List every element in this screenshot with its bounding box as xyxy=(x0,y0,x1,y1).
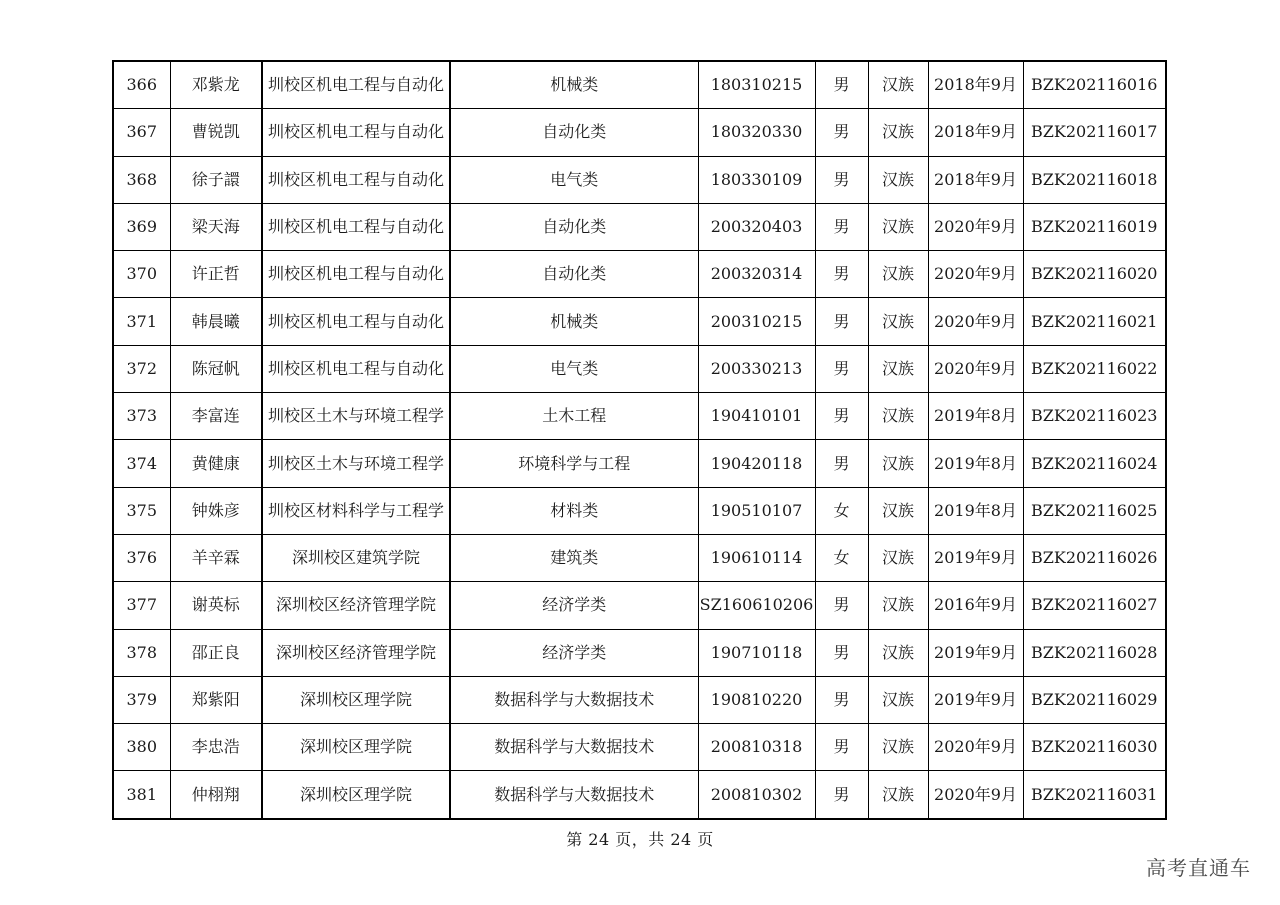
cell-name: 李忠浩 xyxy=(170,724,262,771)
cell-gender: 男 xyxy=(815,440,868,487)
cell-certificate-number: BZK202116018 xyxy=(1023,156,1166,203)
cell-certificate-number: BZK202116019 xyxy=(1023,203,1166,250)
cell-number: 373 xyxy=(113,393,170,440)
cell-major: 经济学类 xyxy=(450,629,698,676)
cell-student-id: 200810302 xyxy=(698,771,815,819)
cell-number: 368 xyxy=(113,156,170,203)
cell-ethnicity: 汉族 xyxy=(868,582,928,629)
cell-major: 机械类 xyxy=(450,298,698,345)
table-row xyxy=(113,393,1166,440)
table-row xyxy=(113,109,1166,156)
cell-enroll-date: 2019年9月 xyxy=(928,629,1023,676)
cell-number: 370 xyxy=(113,251,170,298)
cell-number: 374 xyxy=(113,440,170,487)
cell-major: 数据科学与大数据技术 xyxy=(450,724,698,771)
cell-number: 367 xyxy=(113,109,170,156)
cell-enroll-date: 2019年9月 xyxy=(928,534,1023,581)
cell-enroll-date: 2019年8月 xyxy=(928,393,1023,440)
cell-ethnicity: 汉族 xyxy=(868,109,928,156)
cell-college: 圳校区机电工程与自动化 xyxy=(262,251,450,298)
cell-number: 379 xyxy=(113,676,170,723)
cell-student-id: 190810220 xyxy=(698,676,815,723)
cell-ethnicity: 汉族 xyxy=(868,156,928,203)
cell-student-id: 200310215 xyxy=(698,298,815,345)
cell-ethnicity: 汉族 xyxy=(868,298,928,345)
table-row xyxy=(113,156,1166,203)
cell-enroll-date: 2020年9月 xyxy=(928,771,1023,819)
cell-number: 376 xyxy=(113,534,170,581)
table-row xyxy=(113,534,1166,581)
cell-major: 经济学类 xyxy=(450,582,698,629)
cell-enroll-date: 2019年9月 xyxy=(928,676,1023,723)
cell-certificate-number: BZK202116022 xyxy=(1023,345,1166,392)
cell-gender: 男 xyxy=(815,345,868,392)
cell-gender: 男 xyxy=(815,582,868,629)
cell-gender: 男 xyxy=(815,724,868,771)
cell-gender: 男 xyxy=(815,251,868,298)
cell-major: 自动化类 xyxy=(450,203,698,250)
cell-major: 环境科学与工程 xyxy=(450,440,698,487)
cell-college: 圳校区机电工程与自动化 xyxy=(262,109,450,156)
cell-certificate-number: BZK202116031 xyxy=(1023,771,1166,819)
cell-number: 372 xyxy=(113,345,170,392)
cell-name: 陈冠帆 xyxy=(170,345,262,392)
table-row xyxy=(113,61,1166,109)
watermark-logo-text: 高考直通车 xyxy=(1146,856,1251,880)
cell-enroll-date: 2016年9月 xyxy=(928,582,1023,629)
table-row xyxy=(113,629,1166,676)
cell-name: 邓紫龙 xyxy=(170,61,262,109)
cell-gender: 男 xyxy=(815,298,868,345)
cell-gender: 男 xyxy=(815,156,868,203)
cell-college: 深圳校区理学院 xyxy=(262,724,450,771)
cell-college: 圳校区机电工程与自动化 xyxy=(262,298,450,345)
cell-student-id: 180330109 xyxy=(698,156,815,203)
cell-ethnicity: 汉族 xyxy=(868,345,928,392)
page-number: 第 24 页，共 24 页 xyxy=(566,830,714,849)
cell-name: 徐子譞 xyxy=(170,156,262,203)
cell-college: 深圳校区经济管理学院 xyxy=(262,629,450,676)
student-roster-table xyxy=(112,60,1167,820)
cell-major: 自动化类 xyxy=(450,109,698,156)
cell-gender: 男 xyxy=(815,393,868,440)
cell-name: 李富连 xyxy=(170,393,262,440)
table-row xyxy=(113,487,1166,534)
cell-student-id: SZ160610206 xyxy=(698,582,815,629)
cell-enroll-date: 2020年9月 xyxy=(928,251,1023,298)
cell-student-id: 200810318 xyxy=(698,724,815,771)
cell-college: 圳校区机电工程与自动化 xyxy=(262,61,450,109)
cell-number: 371 xyxy=(113,298,170,345)
table-row xyxy=(113,345,1166,392)
cell-name: 曹锐凯 xyxy=(170,109,262,156)
cell-name: 黄健康 xyxy=(170,440,262,487)
cell-major: 建筑类 xyxy=(450,534,698,581)
cell-certificate-number: BZK202116027 xyxy=(1023,582,1166,629)
cell-name: 梁天海 xyxy=(170,203,262,250)
cell-ethnicity: 汉族 xyxy=(868,393,928,440)
cell-college: 圳校区机电工程与自动化 xyxy=(262,156,450,203)
cell-student-id: 190510107 xyxy=(698,487,815,534)
cell-student-id: 190710118 xyxy=(698,629,815,676)
cell-enroll-date: 2018年9月 xyxy=(928,61,1023,109)
cell-name: 仲栩翔 xyxy=(170,771,262,819)
cell-student-id: 190410101 xyxy=(698,393,815,440)
table-row xyxy=(113,203,1166,250)
cell-enroll-date: 2018年9月 xyxy=(928,156,1023,203)
cell-certificate-number: BZK202116026 xyxy=(1023,534,1166,581)
cell-name: 郑紫阳 xyxy=(170,676,262,723)
cell-enroll-date: 2020年9月 xyxy=(928,203,1023,250)
cell-student-id: 200320314 xyxy=(698,251,815,298)
cell-certificate-number: BZK202116016 xyxy=(1023,61,1166,109)
cell-number: 380 xyxy=(113,724,170,771)
cell-name: 许正哲 xyxy=(170,251,262,298)
cell-college: 深圳校区理学院 xyxy=(262,676,450,723)
cell-college: 圳校区材料科学与工程学 xyxy=(262,487,450,534)
cell-ethnicity: 汉族 xyxy=(868,203,928,250)
cell-ethnicity: 汉族 xyxy=(868,629,928,676)
cell-certificate-number: BZK202116030 xyxy=(1023,724,1166,771)
cell-college: 深圳校区建筑学院 xyxy=(262,534,450,581)
cell-college: 深圳校区理学院 xyxy=(262,771,450,819)
cell-major: 数据科学与大数据技术 xyxy=(450,771,698,819)
cell-college: 圳校区机电工程与自动化 xyxy=(262,203,450,250)
cell-number: 378 xyxy=(113,629,170,676)
cell-enroll-date: 2019年8月 xyxy=(928,487,1023,534)
table-row xyxy=(113,440,1166,487)
cell-major: 自动化类 xyxy=(450,251,698,298)
cell-college: 圳校区机电工程与自动化 xyxy=(262,345,450,392)
cell-college: 深圳校区经济管理学院 xyxy=(262,582,450,629)
cell-ethnicity: 汉族 xyxy=(868,487,928,534)
cell-gender: 男 xyxy=(815,629,868,676)
cell-name: 钟姝彦 xyxy=(170,487,262,534)
cell-certificate-number: BZK202116024 xyxy=(1023,440,1166,487)
cell-number: 369 xyxy=(113,203,170,250)
cell-ethnicity: 汉族 xyxy=(868,61,928,109)
cell-gender: 男 xyxy=(815,203,868,250)
cell-major: 土木工程 xyxy=(450,393,698,440)
cell-certificate-number: BZK202116028 xyxy=(1023,629,1166,676)
table-row xyxy=(113,724,1166,771)
cell-college: 圳校区土木与环境工程学 xyxy=(262,393,450,440)
cell-ethnicity: 汉族 xyxy=(868,534,928,581)
cell-enroll-date: 2020年9月 xyxy=(928,724,1023,771)
cell-certificate-number: BZK202116029 xyxy=(1023,676,1166,723)
cell-number: 375 xyxy=(113,487,170,534)
cell-enroll-date: 2019年8月 xyxy=(928,440,1023,487)
table-row xyxy=(113,676,1166,723)
table-body xyxy=(113,61,1166,819)
cell-student-id: 200320403 xyxy=(698,203,815,250)
cell-certificate-number: BZK202116023 xyxy=(1023,393,1166,440)
cell-name: 谢英标 xyxy=(170,582,262,629)
cell-name: 邵正良 xyxy=(170,629,262,676)
cell-gender: 男 xyxy=(815,676,868,723)
cell-gender: 男 xyxy=(815,61,868,109)
cell-ethnicity: 汉族 xyxy=(868,771,928,819)
cell-name: 羊辛霖 xyxy=(170,534,262,581)
cell-gender: 女 xyxy=(815,487,868,534)
cell-major: 材料类 xyxy=(450,487,698,534)
cell-gender: 男 xyxy=(815,771,868,819)
cell-student-id: 180320330 xyxy=(698,109,815,156)
cell-college: 圳校区土木与环境工程学 xyxy=(262,440,450,487)
cell-student-id: 190420118 xyxy=(698,440,815,487)
cell-ethnicity: 汉族 xyxy=(868,251,928,298)
cell-gender: 男 xyxy=(815,109,868,156)
cell-student-id: 200330213 xyxy=(698,345,815,392)
table-row xyxy=(113,771,1166,819)
cell-ethnicity: 汉族 xyxy=(868,724,928,771)
cell-certificate-number: BZK202116021 xyxy=(1023,298,1166,345)
cell-major: 机械类 xyxy=(450,61,698,109)
cell-certificate-number: BZK202116020 xyxy=(1023,251,1166,298)
cell-enroll-date: 2020年9月 xyxy=(928,298,1023,345)
cell-enroll-date: 2018年9月 xyxy=(928,109,1023,156)
cell-certificate-number: BZK202116017 xyxy=(1023,109,1166,156)
cell-major: 电气类 xyxy=(450,345,698,392)
cell-certificate-number: BZK202116025 xyxy=(1023,487,1166,534)
cell-major: 数据科学与大数据技术 xyxy=(450,676,698,723)
table-row xyxy=(113,582,1166,629)
cell-number: 366 xyxy=(113,61,170,109)
cell-name: 韩晨曦 xyxy=(170,298,262,345)
cell-major: 电气类 xyxy=(450,156,698,203)
cell-ethnicity: 汉族 xyxy=(868,676,928,723)
cell-enroll-date: 2020年9月 xyxy=(928,345,1023,392)
cell-student-id: 180310215 xyxy=(698,61,815,109)
cell-number: 377 xyxy=(113,582,170,629)
cell-gender: 女 xyxy=(815,534,868,581)
cell-number: 381 xyxy=(113,771,170,819)
table-row xyxy=(113,298,1166,345)
cell-ethnicity: 汉族 xyxy=(868,440,928,487)
cell-student-id: 190610114 xyxy=(698,534,815,581)
table-row xyxy=(113,251,1166,298)
